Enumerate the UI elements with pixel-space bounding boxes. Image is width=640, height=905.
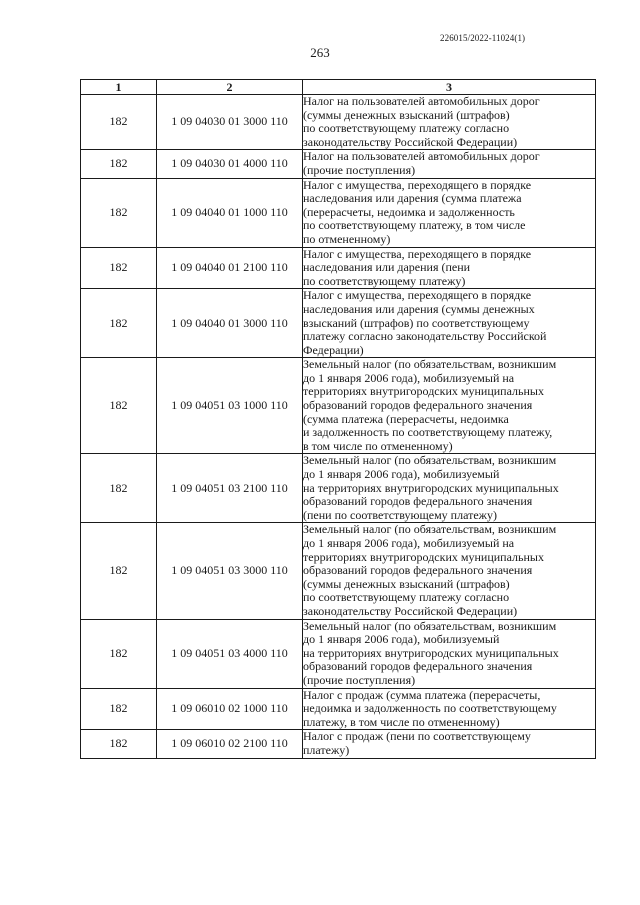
revenue-code-cell: 1 09 04040 01 3000 110 <box>157 289 303 358</box>
revenue-code-cell: 1 09 04030 01 3000 110 <box>157 95 303 150</box>
description-line: Земельный налог (по обязательствам, возникшим <box>303 522 557 537</box>
description-line: образований городов федерального значения <box>303 398 533 413</box>
description-line: наследования или дарения (сумма платежа <box>303 191 522 206</box>
description-line: Налог с имущества, переходящего в порядке <box>303 177 532 192</box>
description-line: Земельный налог (по обязательствам, возникшим <box>303 357 557 372</box>
description-cell <box>303 619 596 688</box>
table-row <box>81 523 596 619</box>
description-line: (суммы денежных взысканий (штрафов) <box>303 576 510 591</box>
description-line: (суммы денежных взысканий (штрафов) <box>303 107 510 122</box>
description-line: территориях внутригородских муниципальных <box>303 384 544 399</box>
admin-code-cell: 182 <box>81 247 157 289</box>
column-header-3: 3 <box>303 80 596 95</box>
admin-code-cell: 182 <box>81 523 157 619</box>
description-line: (прочие поступления) <box>303 162 416 177</box>
revenue-code-cell: 1 09 04051 03 1000 110 <box>157 358 303 454</box>
description-line: образований городов федерального значения <box>303 563 533 578</box>
description-line: и задолженность по соответствующему платежу, <box>303 425 553 440</box>
description-line: Земельный налог (по обязательствам, возникшим <box>303 618 557 633</box>
table-row <box>81 730 596 758</box>
description-line: Земельный налог (по обязательствам, возникшим <box>303 453 557 468</box>
description-line: по соответствующему платежу, в том числе <box>303 218 526 233</box>
admin-code-cell: 182 <box>81 358 157 454</box>
description-line: по соответствующему платежу согласно <box>303 121 510 136</box>
table-row <box>81 95 596 150</box>
description-line: (прочие поступления) <box>303 672 416 687</box>
description-line: законодательству Российской Федерации) <box>303 603 518 618</box>
admin-code-cell: 182 <box>81 95 157 150</box>
table-header-row <box>81 80 596 95</box>
table-row <box>81 358 596 454</box>
description-cell <box>303 688 596 730</box>
description-line: по соответствующему платежу согласно <box>303 590 510 605</box>
description-line: Налог с имущества, переходящего в порядке <box>303 246 532 261</box>
description-line: территориях внутригородских муниципальных <box>303 549 544 564</box>
column-header-2: 2 <box>157 80 303 95</box>
table-row <box>81 289 596 358</box>
revenue-codes-table <box>80 79 596 759</box>
admin-code-cell: 182 <box>81 454 157 523</box>
revenue-code-cell: 1 09 06010 02 1000 110 <box>157 688 303 730</box>
description-line: Налог на пользователей автомобильных дорог <box>303 94 540 108</box>
description-line: Налог с продаж (пени по соответствующему <box>303 729 531 744</box>
table-row <box>81 454 596 523</box>
description-cell <box>303 247 596 289</box>
table-row <box>81 688 596 730</box>
description-line: до 1 января 2006 года), мобилизуемый <box>303 632 500 647</box>
description-line: наследования или дарения (суммы денежных <box>303 301 535 316</box>
description-line: (перерасчеты, недоимка и задолженность <box>303 204 515 219</box>
description-line: (пени по соответствующему платежу) <box>303 507 497 522</box>
description-line: наследования или дарения (пени <box>303 260 471 275</box>
description-cell <box>303 150 596 178</box>
description-line: в том числе по отмененному) <box>303 438 453 453</box>
description-cell <box>303 95 596 150</box>
description-line: на территориях внутригородских муниципальных <box>303 480 559 495</box>
table-body <box>81 95 596 759</box>
document-id: 226015/2022-11024(1) <box>440 33 526 43</box>
revenue-code-cell: 1 09 04040 01 1000 110 <box>157 178 303 247</box>
description-line: недоимка и задолженность по соответствующему <box>303 701 557 716</box>
column-header-1: 1 <box>81 80 157 95</box>
admin-code-cell: 182 <box>81 150 157 178</box>
description-cell <box>303 454 596 523</box>
description-line: по отмененному) <box>303 231 391 246</box>
admin-code-cell: 182 <box>81 688 157 730</box>
table-row <box>81 150 596 178</box>
revenue-code-cell: 1 09 04051 03 2100 110 <box>157 454 303 523</box>
description-line: законодательству Российской Федерации) <box>303 134 518 149</box>
description-line: образований городов федерального значения <box>303 494 533 509</box>
description-line: до 1 января 2006 года), мобилизуемый <box>303 467 500 482</box>
description-line: на территориях внутригородских муниципальных <box>303 645 559 660</box>
revenue-code-cell: 1 09 04040 01 2100 110 <box>157 247 303 289</box>
admin-code-cell: 182 <box>81 289 157 358</box>
description-line: по соответствующему платежу) <box>303 273 466 288</box>
description-line: Налог на пользователей автомобильных дорог <box>303 149 540 164</box>
description-line: Федерации) <box>303 342 364 357</box>
revenue-code-cell: 1 09 04051 03 4000 110 <box>157 619 303 688</box>
description-cell <box>303 730 596 758</box>
revenue-code-cell: 1 09 04051 03 3000 110 <box>157 523 303 619</box>
description-cell <box>303 289 596 358</box>
description-line: Налог с имущества, переходящего в порядке <box>303 288 532 303</box>
description-line: платежу) <box>303 742 350 757</box>
description-cell <box>303 178 596 247</box>
table-row <box>81 178 596 247</box>
page-number: 263 <box>310 45 330 60</box>
description-line: образований городов федерального значения <box>303 659 533 674</box>
description-cell <box>303 358 596 454</box>
description-line: до 1 января 2006 года), мобилизуемый на <box>303 370 515 385</box>
description-line: взысканий (штрафов) по соответствующему <box>303 315 530 330</box>
table-row <box>81 247 596 289</box>
table-row <box>81 619 596 688</box>
description-line: (сумма платежа (перерасчеты, недоимка <box>303 411 509 426</box>
description-cell <box>303 523 596 619</box>
description-line: до 1 января 2006 года), мобилизуемый на <box>303 536 515 550</box>
admin-code-cell: 182 <box>81 730 157 758</box>
description-line: Налог с продаж (сумма платежа (перерасчеты, <box>303 687 541 702</box>
revenue-code-cell: 1 09 06010 02 2100 110 <box>157 730 303 758</box>
admin-code-cell: 182 <box>81 178 157 247</box>
revenue-code-cell: 1 09 04030 01 4000 110 <box>157 150 303 178</box>
description-line: платежу, в том числе по отмененному) <box>303 714 500 729</box>
description-line: платежу согласно законодательству Российской <box>303 329 547 344</box>
admin-code-cell: 182 <box>81 619 157 688</box>
